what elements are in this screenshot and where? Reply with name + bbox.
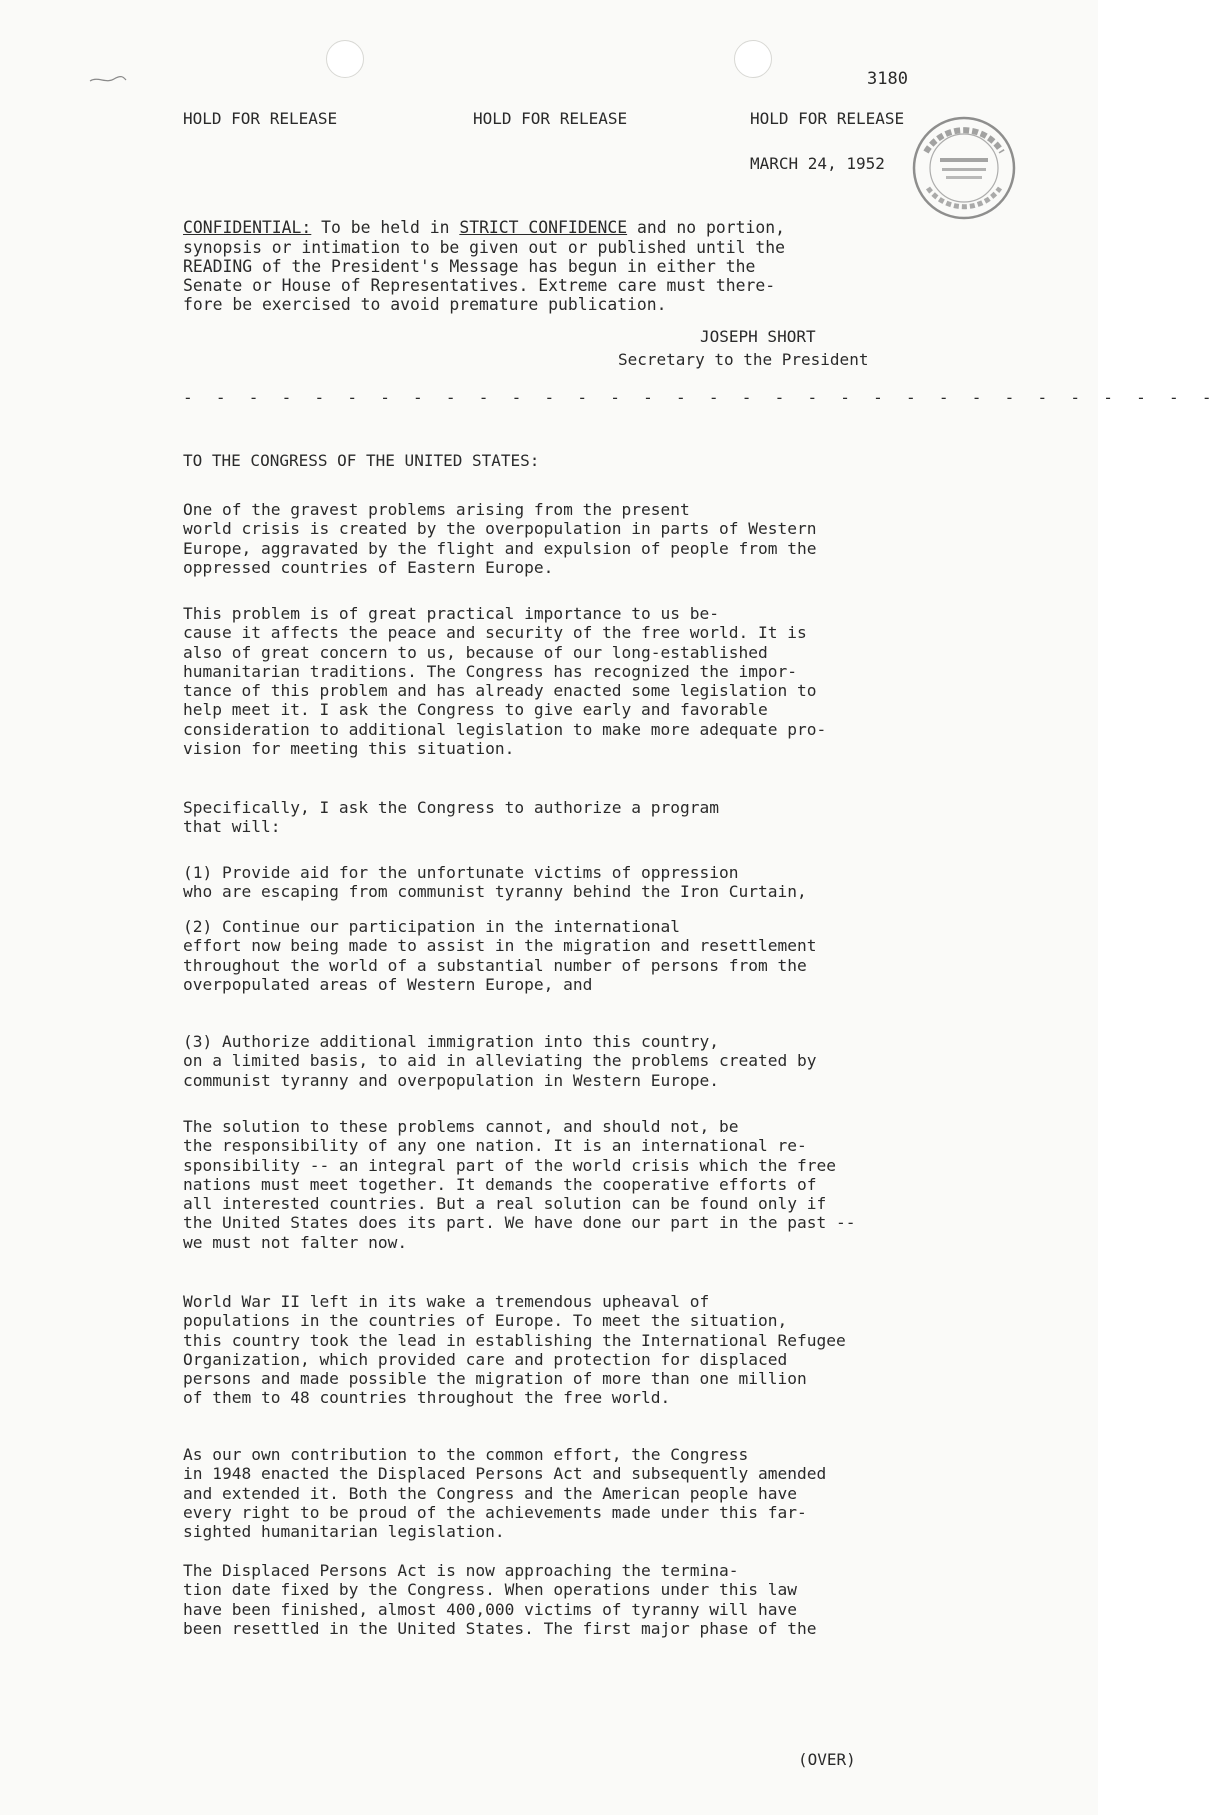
paragraph: Specifically, I ask the Congress to authorize a program that will: bbox=[183, 798, 720, 837]
confidential-emphasis: STRICT CONFIDENCE bbox=[459, 218, 628, 238]
paragraph: One of the gravest problems arising from the present world crisis is created by the overpopulation in parts of Western Europe, aggravated by the flight and expulsion of people from the oppressed countries of Eastern Europe. bbox=[183, 500, 817, 577]
signatory-name: JOSEPH SHORT bbox=[700, 327, 816, 346]
confidential-text-a: To be held in bbox=[311, 218, 460, 238]
punch-hole-right bbox=[734, 40, 772, 78]
release-notice-right: HOLD FOR RELEASE bbox=[750, 109, 905, 128]
page-number: 3180 bbox=[867, 69, 908, 89]
release-notice-left: HOLD FOR RELEASE bbox=[183, 109, 338, 128]
paragraph: (3) Authorize additional immigration into this country, on a limited basis, to aid in alleviating the problems created by communist tyranny and overpopulation in Western Europe. bbox=[183, 1032, 817, 1090]
signatory-title: Secretary to the President bbox=[618, 350, 869, 369]
pencil-mark-icon bbox=[88, 72, 128, 86]
punch-hole-left bbox=[326, 40, 364, 78]
release-date: MARCH 24, 1952 bbox=[750, 154, 885, 173]
section-divider: - - - - - - - - - - - - - - - - - - - - - - - - - - - - - - - - bbox=[183, 388, 1218, 407]
paragraph: This problem is of great practical importance to us be- cause it affects the peace and security of the free world. It is also of great concern to us, because of our long-established humanitarian traditions. The Congress has recognized the impor- tance of this problem and has already enacted some legislation to help meet it. I ask the Congress to give early and favorable consideration to additional legislation to make more adequate pro- vision for meeting this situation. bbox=[183, 604, 827, 759]
release-notice-center: HOLD FOR RELEASE bbox=[473, 109, 628, 128]
confidential-notice bbox=[183, 199, 923, 315]
paragraph: (1) Provide aid for the unfortunate victims of oppression who are escaping from communist tyranny behind the Iron Curtain, bbox=[183, 863, 807, 902]
paragraph: World War II left in its wake a tremendous upheaval of populations in the countries of Europe. To meet the situation, this country took the lead in establishing the International Refugee Organization, which provided care and protection for displaced persons and made possible the migration of more than one million of them to 48 countries throughout the free world. bbox=[183, 1292, 846, 1408]
continuation-marker: (OVER) bbox=[798, 1750, 856, 1769]
confidential-label: CONFIDENTIAL: bbox=[183, 218, 312, 238]
library-stamp-icon bbox=[908, 112, 1020, 224]
paragraph: As our own contribution to the common effort, the Congress in 1948 enacted the Displaced Persons Act and subsequently amended and extended it. Both the Congress and the American people have every right to be proud of the achievements made under this far- sighted humanitarian legislation. bbox=[183, 1445, 827, 1542]
salutation: TO THE CONGRESS OF THE UNITED STATES: bbox=[183, 451, 540, 470]
paragraph: (2) Continue our participation in the international effort now being made to assist in the migration and resettlement throughout the world of a substantial number of persons from the overpopulated areas of Western Europe, and bbox=[183, 917, 817, 994]
paragraph: The solution to these problems cannot, and should not, be the responsibility of any one nation. It is an international re- sponsibility -- an integral part of the world crisis which the free nations must meet together. It demands the cooperative efforts of all interested countries. But a real solution can be found only if the United States does its part. We have done our part in the past -- we must not falter now. bbox=[183, 1117, 856, 1252]
confidential-text-b: and no portion, synopsis or intimation to be given out or published until the READING of the President's Message has begun in either the Senate or House of Representatives. Extreme care must there- fore be exercised to avoid premature publication. bbox=[183, 218, 785, 315]
paragraph: The Displaced Persons Act is now approaching the termina- tion date fixed by the Congress. When operations under this law have been finished, almost 400,000 victims of tyranny will have been resettled in the United States. The first major phase of the bbox=[183, 1561, 817, 1638]
